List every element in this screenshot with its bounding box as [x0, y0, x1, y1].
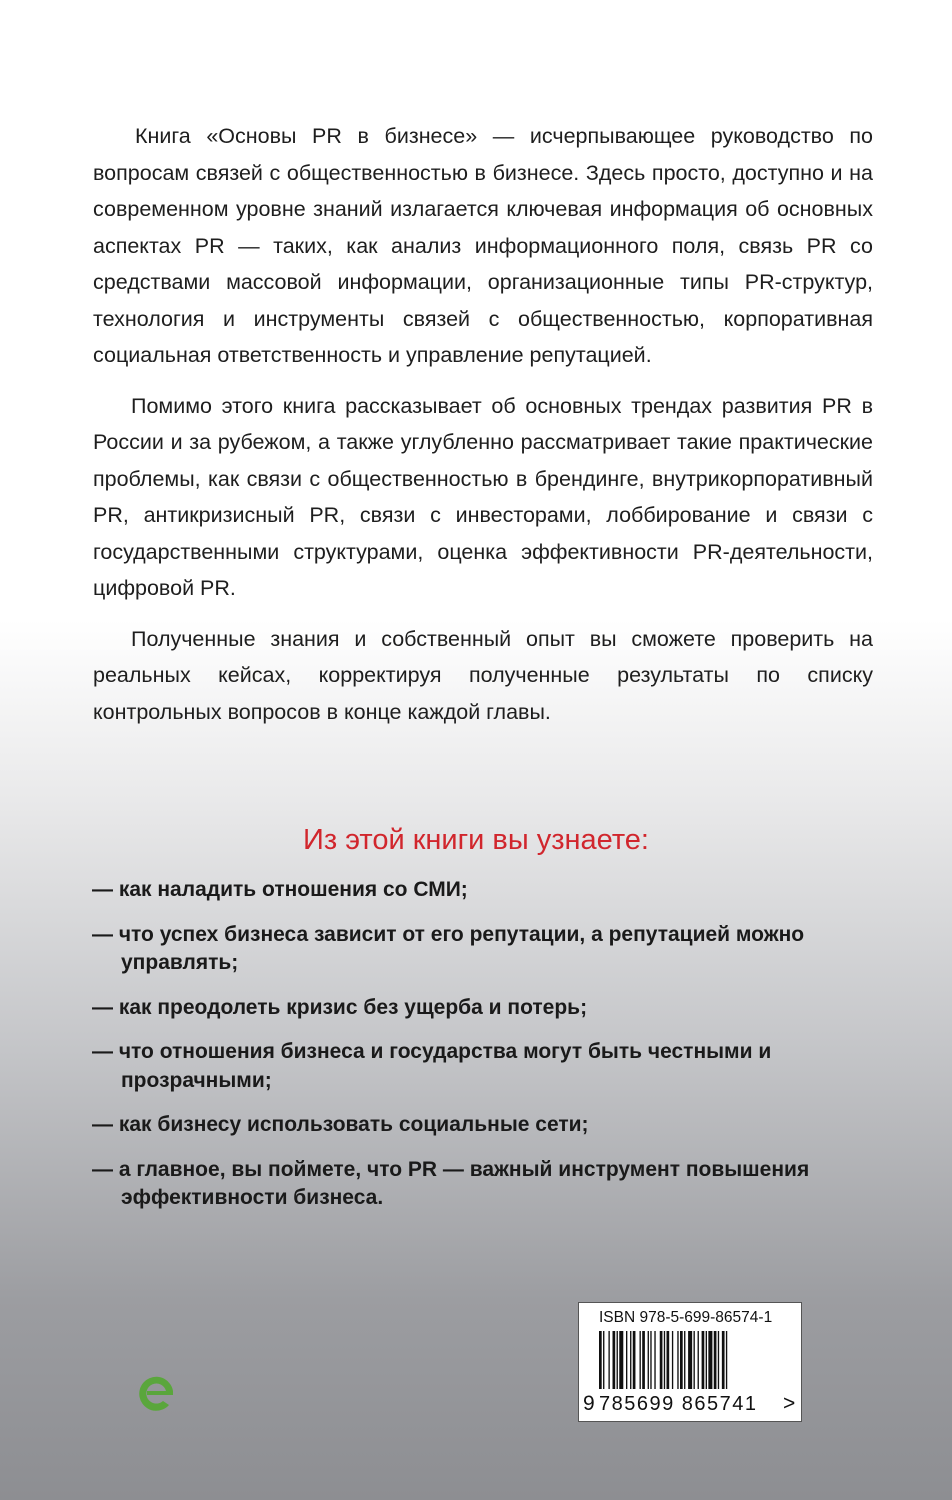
barcode-bar — [680, 1331, 683, 1389]
barcode-bar — [694, 1331, 695, 1389]
barcode-bar — [718, 1331, 719, 1389]
barcode-bar — [672, 1331, 673, 1389]
description-paragraph-2: Помимо этого книга рассказывает об основных трендах развития PR в России и за рубежом, а также углубленно рассматривает такие практические проблемы, как связи с общественностью в брендинге, внутрикорпоративный PR, антикризисный PR, связи с инвесторами, лоббирование и связи с государственными структурами, оценка эффективности PR-деятельности, цифровой PR. — [93, 393, 873, 600]
barcode-bar — [630, 1331, 631, 1389]
learn-item: — как бизнесу использовать социальные сети; — [92, 1113, 589, 1136]
barcode-bar — [688, 1331, 692, 1389]
barcode-digits: 785699 865741 — [599, 1393, 758, 1415]
barcode-bar — [633, 1331, 636, 1389]
learn-heading: Из этой книги вы узнаете: — [303, 824, 649, 856]
barcode-bar — [642, 1331, 645, 1389]
barcode-bar — [677, 1331, 678, 1389]
barcode-bar — [617, 1331, 618, 1389]
barcode-bar — [698, 1331, 699, 1389]
description-paragraph-3: Полученные знания и собственный опыт вы сможете проверить на реальных кейсах, корректируя полученные результаты по списку контрольных вопросов в конце каждой главы. — [93, 626, 873, 724]
barcode-bar — [599, 1331, 602, 1389]
learn-item: — как преодолеть кризис без ущерба и потерь; — [92, 995, 588, 1019]
barcode-bar — [708, 1331, 712, 1389]
isbn-label: ISBN 978-5-699-86574-1 — [599, 1309, 773, 1326]
barcode-bar — [626, 1331, 627, 1389]
learn-list — [92, 876, 862, 1229]
barcode-bar — [640, 1331, 641, 1389]
barcode-bar — [684, 1331, 685, 1389]
learn-item: — что успех бизнеса зависит от его репутации, а репутацией можно управлять; — [92, 922, 805, 974]
barcode-bar — [722, 1331, 725, 1389]
barcode-bar — [603, 1331, 604, 1389]
barcode-bar — [660, 1331, 663, 1389]
learn-item: — что отношения бизнеса и государства могут быть честными и прозрачными; — [92, 1040, 772, 1092]
barcode-bar — [664, 1331, 665, 1389]
barcode-bar — [619, 1331, 623, 1389]
barcode-arrow: > — [783, 1392, 796, 1415]
description-paragraph-1: Книга «Основы PR в бизнесе» — исчерпывающее руководство по вопросам связей с общественностью в бизнесе. Здесь просто, доступно и на современном уровне знаний излагается ключевая информация об основных аспектах PR — таких, как анализ информационного поля, связь PR со средствами массовой информации, организационные типы PR-структур, технология и инструменты связей с общественностью, корпоративная социальная ответственность и управление репутацией. — [93, 124, 873, 367]
barcode-bar — [714, 1331, 717, 1389]
barcode-bar — [702, 1331, 705, 1389]
barcode-bar — [648, 1331, 649, 1389]
description — [93, 118, 873, 744]
barcode-bar — [613, 1331, 616, 1389]
barcode-bar — [667, 1331, 670, 1389]
barcode-bar — [654, 1331, 655, 1389]
learn-item: — а главное, вы поймете, что PR — важный инструмент повышения эффективности бизнеса. — [92, 1157, 810, 1209]
barcode-bar — [650, 1331, 651, 1389]
barcode-bar — [726, 1331, 727, 1389]
learn-item: — как наладить отношения со СМИ; — [92, 878, 468, 901]
barcode-bar — [608, 1331, 609, 1389]
barcode-box — [578, 1302, 802, 1422]
barcode-lead-digit: 9 — [583, 1392, 595, 1415]
publisher-logo-icon — [133, 1361, 183, 1421]
barcode-bar — [706, 1331, 707, 1389]
